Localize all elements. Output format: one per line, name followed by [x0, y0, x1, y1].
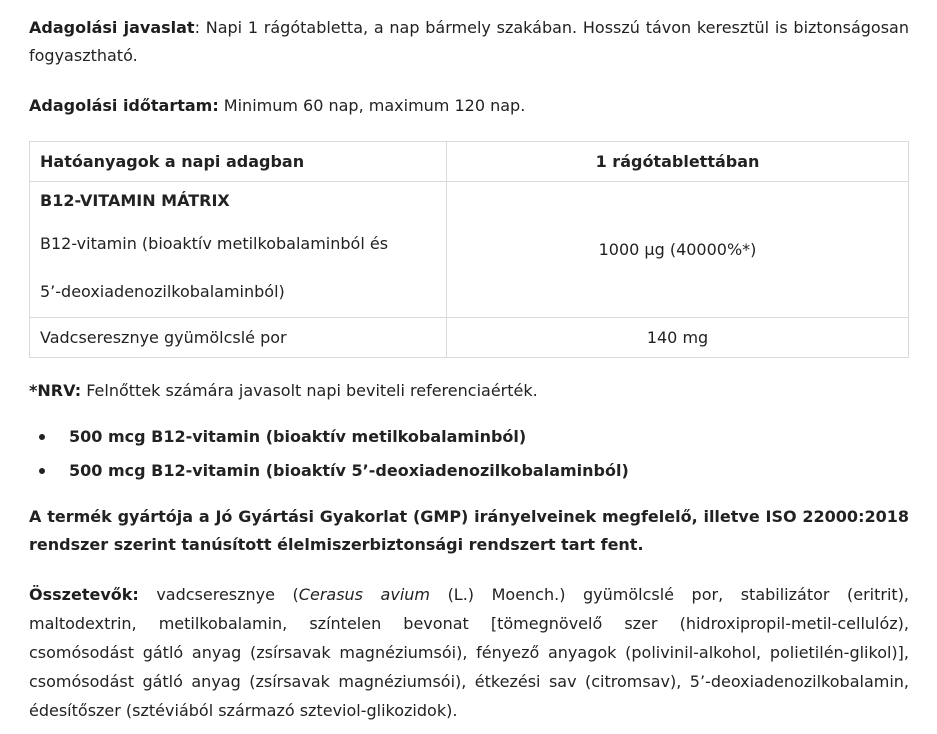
ingredients-text-before: vadcseresznye (	[138, 585, 299, 604]
header-ingredients: Hatóanyagok a napi adagban	[30, 142, 447, 182]
table-header-row	[30, 142, 909, 182]
list-item	[29, 420, 909, 454]
nutrition-table	[29, 141, 909, 358]
nrv-text: Felnőttek számára javasolt napi beviteli referenciaérték.	[81, 381, 538, 400]
bullet-text: 500 mcg B12-vitamin (bioaktív 5’-deoxiadenozilkobalaminból)	[69, 461, 629, 480]
b12-cell	[30, 182, 447, 318]
dosage-paragraph	[29, 14, 909, 70]
b12-value: 1000 µg (40000%*)	[447, 182, 909, 318]
b12-label-line1: B12-vitamin (bioaktív metilkobalaminból és	[40, 234, 389, 253]
nrv-paragraph	[29, 377, 909, 405]
list-item	[29, 454, 909, 488]
table-row	[30, 182, 909, 318]
section-title: B12-VITAMIN MÁTRIX	[40, 191, 230, 210]
ingredients-text-after: (L.) Moench.) gyümölcslé por, stabilizátor (eritrit), maltodextrin, metilkobalamin, színtelen bevonat [tömegnövelő szer (hidroxipropil-metil-cellulóz), csomósodást gátló anyag (zsírsavak magnéziumsói), fényező anyagok (polivinil-alkohol, polietilén-glikol)], csomósodást gátló anyag (zsírsavak magnéziumsói), étkezési sav (citromsav), 5’-deoxiadenozilkobalamin, édesítőszer (sztéviából származó szteviol-glikozidok).	[29, 585, 910, 720]
bullet-text: 500 mcg B12-vitamin (bioaktív metilkobalaminból)	[69, 427, 527, 446]
duration-label: Adagolási időtartam:	[29, 96, 219, 115]
duration-text: Minimum 60 nap, maximum 120 nap.	[218, 96, 526, 115]
dosage-label: Adagolási javaslat	[29, 18, 195, 37]
cherry-value: 140 mg	[447, 318, 909, 358]
bullet-dot-icon	[39, 468, 45, 474]
ingredients-label: Összetevők:	[29, 585, 139, 604]
nrv-label: *NRV:	[29, 381, 82, 400]
ingredients-latin-name: Cerasus avium	[298, 585, 431, 604]
table-row	[30, 318, 909, 358]
b12-label-line2: 5’-deoxiadenozilkobalaminból)	[40, 282, 285, 301]
header-per-tablet: 1 rágótablettában	[447, 142, 909, 182]
cherry-label: Vadcseresznye gyümölcslé por	[30, 318, 447, 358]
ingredients-paragraph	[29, 580, 909, 725]
gmp-statement: A termék gyártója a Jó Gyártási Gyakorlat (GMP) irányelveinek megfelelő, illetve ISO 22000:2018 rendszer szerint tanúsított élelmiszerbiztonsági rendszert tart fent.	[29, 507, 909, 554]
bullet-dot-icon	[39, 434, 45, 440]
b12-bullet-list	[29, 420, 909, 488]
dosage-text: : Napi 1 rágótabletta, a nap bármely szakában. Hosszú távon keresztül is biztonságosan fogyasztható.	[29, 18, 909, 65]
duration-paragraph	[29, 92, 909, 120]
